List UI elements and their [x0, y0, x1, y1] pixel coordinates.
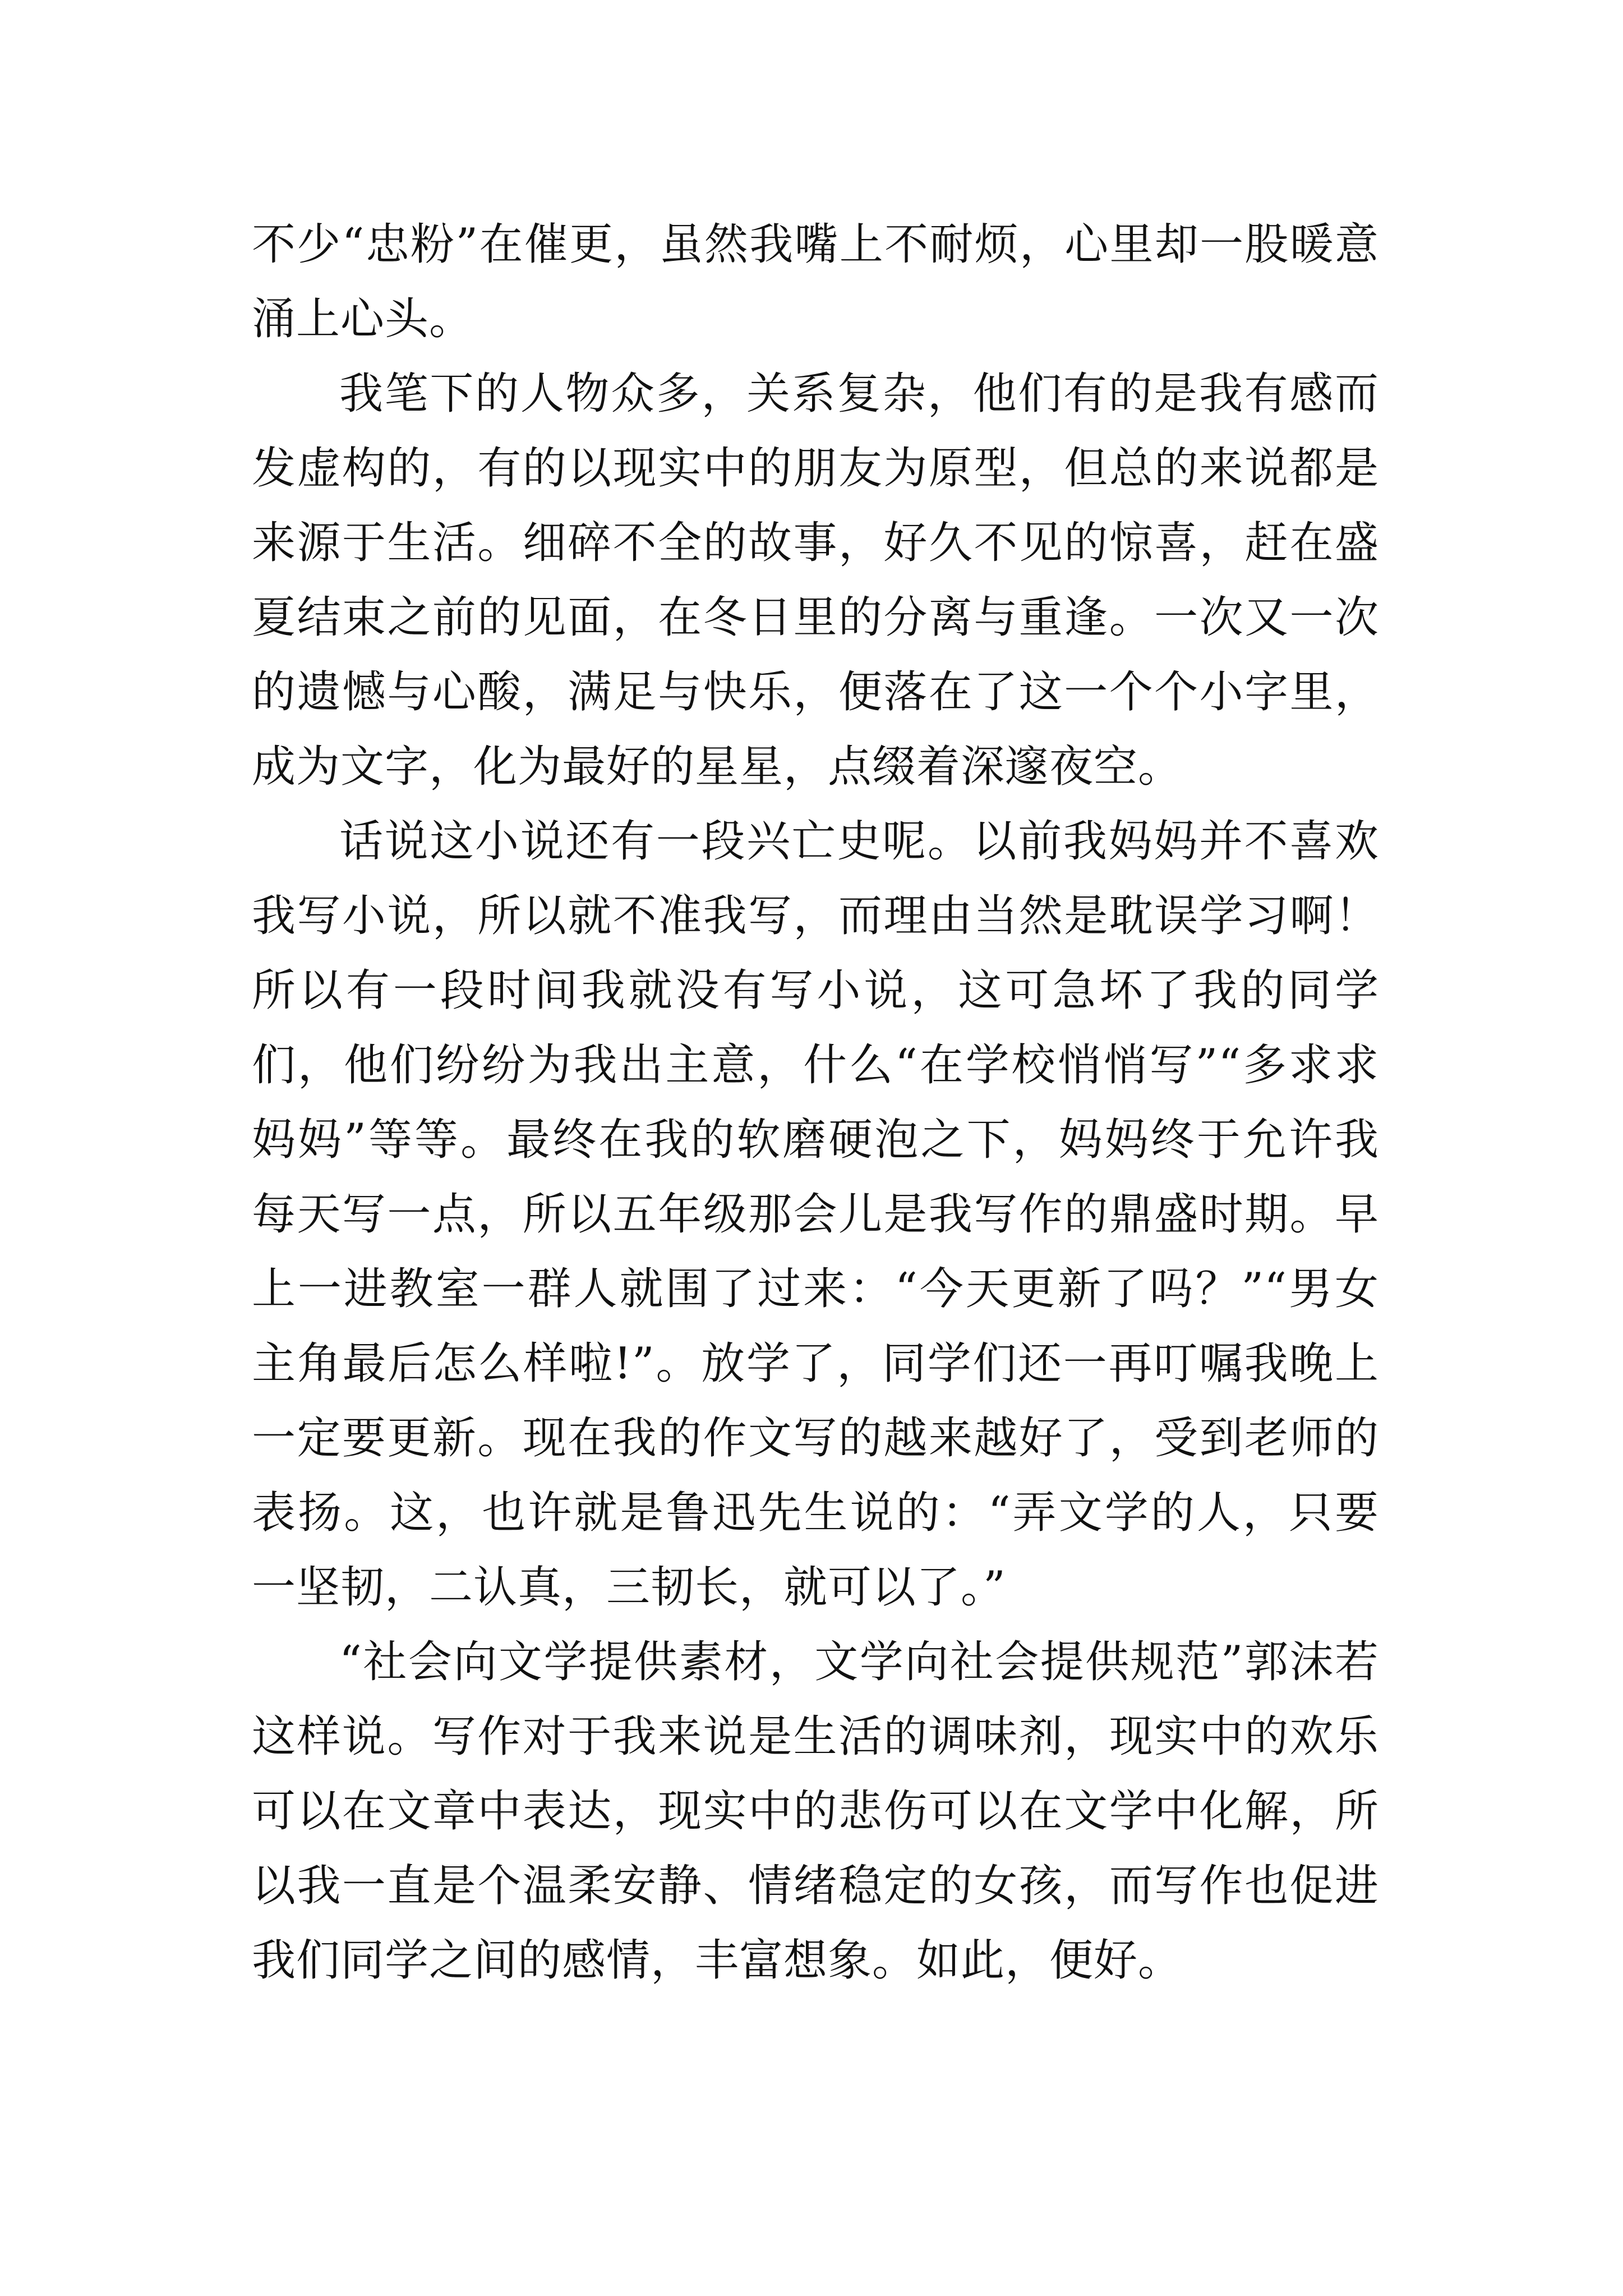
- paragraph-3: 话说这小说还有一段兴亡史呢。以前我妈妈并不喜欢我写小说，所以就不准我写，而理由当然是耽误学习啊！所以有一段时间我就没有写小说，这可急坏了我的同学们，他们纷纷为我出主意，什么“在学校悄悄写”“多求求妈妈”等等。最终在我的软磨硬泡之下，妈妈终于允许我每天写一点，所以五年级那会儿是我写作的鼎盛时期。早上一进教室一群人就围了过来：“今天更新了吗？”“男女主角最后怎么样啦!”。放学了，同学们还一再叮嘱我晚上一定要更新。现在我的作文写的越来越好了，受到老师的表扬。这，也许就是鲁迅先生说的：“弄文学的人，只要一坚韧，二认真，三韧长，就可以了。”: [252, 816, 1379, 1613]
- paragraph-1: 不少“忠粉”在催更，虽然我嘴上不耐烦，心里却一股暖意涌上心头。: [252, 219, 1379, 344]
- document-body: [252, 208, 1379, 1998]
- paragraph-2: 我笔下的人物众多，关系复杂，他们有的是我有感而发虚构的，有的以现实中的朋友为原型，但总的来说都是来源于生活。细碎不全的故事，好久不见的惊喜，赶在盛夏结束之前的见面，在冬日里的分离与重逢。一次又一次的遗憾与心酸，满足与快乐，便落在了这一个个小字里，成为文字，化为最好的星星，点缀着深邃夜空。: [252, 369, 1379, 792]
- paragraph-4: “社会向文学提供素材，文学向社会提供规范”郭沫若这样说。写作对于我来说是生活的调味剂，现实中的欢乐可以在文章中表达，现实中的悲伤可以在文学中化解，所以我一直是个温柔安静、情绪稳定的女孩，而写作也促进我们同学之间的感情，丰富想象。如此，便好。: [252, 1637, 1379, 1986]
